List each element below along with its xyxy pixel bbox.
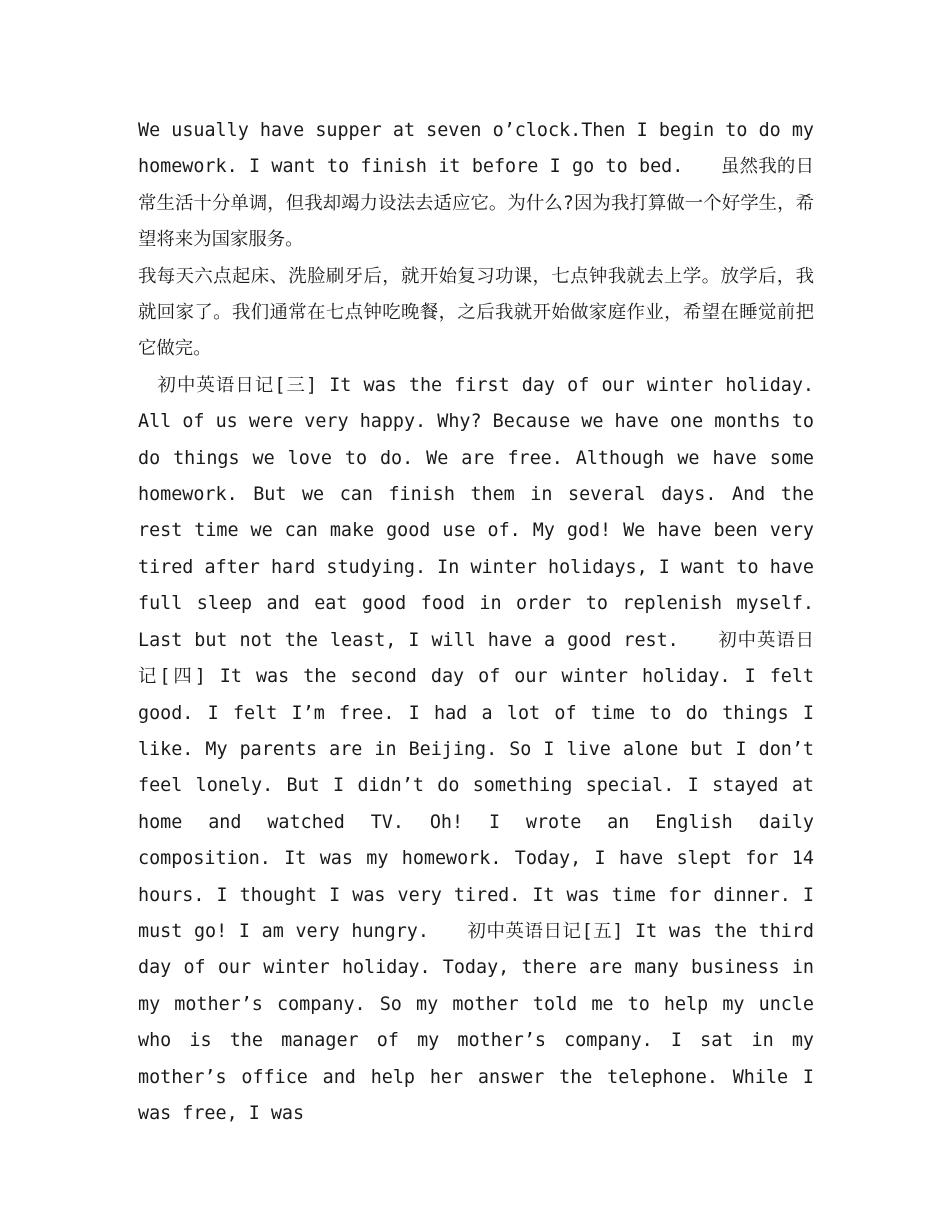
paragraph-winter-holiday-diaries: 初中英语日记[三] It was the first day of our winter holiday. All of us were very happy. Why? Because we have one months to do things we love to do. We are free. Although we have some homework. But we can finish them in several days. And the rest time we can make good use of. My god! We have been very tired after hard studying. In winter holidays, I want to have full sleep and eat good food in order to replenish myself. Last but not the least, I will have a good rest. 初中英语日记[四] It was the second day of our winter holiday. I felt good. I felt I’m free. I had a lot of time to do things I like. My parents are in Beijing. So I live alone but I don’t feel lonely. But I didn’t do something special. I stayed at home and watched TV. Oh! I wrote an English daily composition. It was my homework. Today, I have slept for 14 hours. I thought I was very tired. It was time for dinner. I must go! I am very hungry. 初中英语日记[五] It was the third day of our winter holiday. Today, there are many business in my mother’s company. So my mother told me to help my uncle who is the manager of my mother’s company. I sat in my mother’s office and help her answer the telephone. While I was free, I was	[138, 374, 814, 1124]
paragraph-daily-routine-chinese: 我每天六点起床、洗脸刷牙后，就开始复习功课，七点钟我就去上学。放学后，我就回家了。我们通常在七点钟吃晚餐，之后我就开始做家庭作业，希望在睡觉前把它做完。	[138, 265, 814, 360]
paragraph-supper-homework: We usually have supper at seven o’clock.Then I begin to do my homework. I want to finish it before I go to bed. 虽然我的日常生活十分单调，但我却竭力设法去适应它。为什么?因为我打算做一个好学生，希望将来为国家服务。	[138, 120, 814, 251]
document-body	[138, 113, 814, 1132]
